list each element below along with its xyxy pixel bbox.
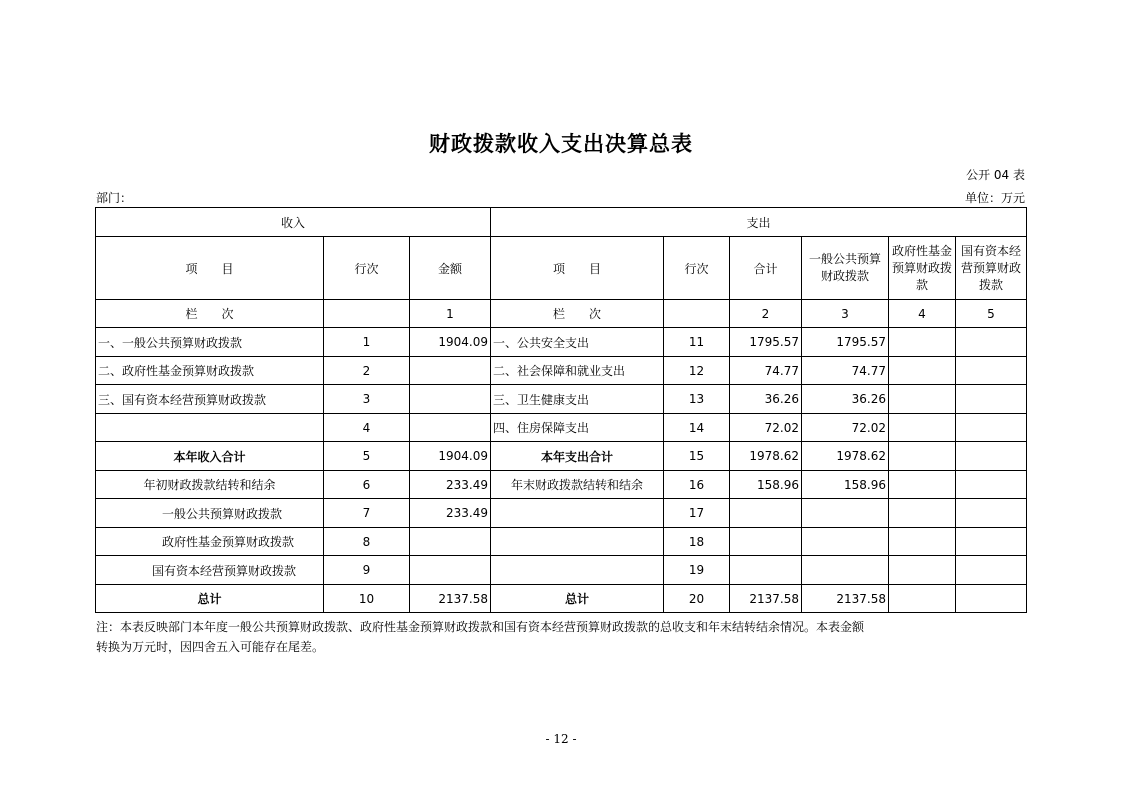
expense-general: 72.02 bbox=[802, 414, 889, 442]
income-amount: 233.49 bbox=[410, 499, 491, 528]
expense-total: 74.77 bbox=[730, 357, 802, 385]
income-item: 三、国有资本经营预算财政拨款 bbox=[96, 385, 324, 414]
income-amount: 1904.09 bbox=[410, 442, 491, 471]
expense-general: 1978.62 bbox=[802, 442, 889, 471]
expense-gov-fund bbox=[889, 328, 956, 357]
expense-row-no: 16 bbox=[664, 471, 730, 499]
expense-state-capital bbox=[956, 385, 1027, 414]
empty-cell bbox=[664, 300, 730, 328]
income-amount bbox=[410, 385, 491, 414]
expense-state-capital bbox=[956, 414, 1027, 442]
expense-row-no: 20 bbox=[664, 585, 730, 613]
column-number-2: 2 bbox=[730, 300, 802, 328]
income-amount bbox=[410, 528, 491, 556]
expense-row-no: 15 bbox=[664, 442, 730, 471]
expense-gov-fund bbox=[889, 528, 956, 556]
expense-general: 158.96 bbox=[802, 471, 889, 499]
expense-gov-fund bbox=[889, 556, 956, 585]
expense-general bbox=[802, 528, 889, 556]
expense-row-no: 13 bbox=[664, 385, 730, 414]
expense-state-capital bbox=[956, 528, 1027, 556]
table-row bbox=[96, 385, 1027, 414]
income-amount: 2137.58 bbox=[410, 585, 491, 613]
expense-item bbox=[491, 499, 664, 528]
expense-total: 1978.62 bbox=[730, 442, 802, 471]
income-item: 一、一般公共预算财政拨款 bbox=[96, 328, 324, 357]
expense-state-capital bbox=[956, 471, 1027, 499]
table-row bbox=[96, 471, 1027, 499]
table-note bbox=[96, 617, 996, 657]
expense-state-capital bbox=[956, 328, 1027, 357]
expense-gov-fund bbox=[889, 499, 956, 528]
income-amount: 1904.09 bbox=[410, 328, 491, 357]
group-header-row bbox=[96, 208, 1027, 237]
note-line-1: 注：本表反映部门本年度一般公共预算财政拨款、政府性基金预算财政拨款和国有资本经营预算财政拨款的总收支和年末结转结余情况。本表金额 bbox=[96, 620, 865, 634]
column-number-1: 1 bbox=[410, 300, 491, 328]
unit-label: 单位：万元 bbox=[964, 191, 1025, 205]
income-item: 总计 bbox=[96, 585, 324, 613]
column-number-4: 4 bbox=[889, 300, 956, 328]
general-budget-header: 一般公共预算财政拨款 bbox=[802, 237, 889, 300]
income-amount-header: 金额 bbox=[410, 237, 491, 300]
income-row-no: 5 bbox=[324, 442, 410, 471]
gov-fund-header: 政府性基金预算财政拨款 bbox=[889, 237, 956, 300]
expense-total: 1795.57 bbox=[730, 328, 802, 357]
department-label: 部门： bbox=[96, 191, 133, 205]
form-number: 公开 04 表 bbox=[966, 168, 1025, 182]
income-row-no: 10 bbox=[324, 585, 410, 613]
expense-gov-fund bbox=[889, 471, 956, 499]
income-row-no: 9 bbox=[324, 556, 410, 585]
income-row-no: 4 bbox=[324, 414, 410, 442]
column-number-5: 5 bbox=[956, 300, 1027, 328]
income-row-no: 8 bbox=[324, 528, 410, 556]
income-item: 年初财政拨款结转和结余 bbox=[96, 471, 324, 499]
income-item-header: 项 目 bbox=[96, 237, 324, 300]
expense-general: 2137.58 bbox=[802, 585, 889, 613]
expense-gov-fund bbox=[889, 385, 956, 414]
expense-item: 一、公共安全支出 bbox=[491, 328, 664, 357]
expense-general: 74.77 bbox=[802, 357, 889, 385]
expense-total bbox=[730, 528, 802, 556]
expense-row-no: 18 bbox=[664, 528, 730, 556]
income-item: 本年收入合计 bbox=[96, 442, 324, 471]
expense-row-no: 17 bbox=[664, 499, 730, 528]
expense-gov-fund bbox=[889, 442, 956, 471]
income-row-no: 6 bbox=[324, 471, 410, 499]
table-row bbox=[96, 528, 1027, 556]
expense-general bbox=[802, 556, 889, 585]
expense-item bbox=[491, 556, 664, 585]
expense-total: 36.26 bbox=[730, 385, 802, 414]
expense-header: 支出 bbox=[491, 208, 1027, 237]
income-amount bbox=[410, 357, 491, 385]
column-number-3: 3 bbox=[802, 300, 889, 328]
expense-state-capital bbox=[956, 556, 1027, 585]
expense-total: 158.96 bbox=[730, 471, 802, 499]
expense-item: 本年支出合计 bbox=[491, 442, 664, 471]
income-row-no: 7 bbox=[324, 499, 410, 528]
column-header-row bbox=[96, 237, 1027, 300]
income-item bbox=[96, 414, 324, 442]
state-capital-header: 国有资本经营预算财政拨款 bbox=[956, 237, 1027, 300]
income-row-no: 3 bbox=[324, 385, 410, 414]
expense-general: 1795.57 bbox=[802, 328, 889, 357]
expense-state-capital bbox=[956, 585, 1027, 613]
table-row bbox=[96, 556, 1027, 585]
expense-general bbox=[802, 499, 889, 528]
expense-row-no-header: 行次 bbox=[664, 237, 730, 300]
table-row bbox=[96, 499, 1027, 528]
column-label-expense: 栏 次 bbox=[491, 300, 664, 328]
income-row-no: 1 bbox=[324, 328, 410, 357]
expense-gov-fund bbox=[889, 414, 956, 442]
expense-item: 总计 bbox=[491, 585, 664, 613]
expense-item: 二、社会保障和就业支出 bbox=[491, 357, 664, 385]
expense-row-no: 11 bbox=[664, 328, 730, 357]
income-row-no-header: 行次 bbox=[324, 237, 410, 300]
note-line-2: 转换为万元时，因四舍五入可能存在尾差。 bbox=[96, 640, 325, 654]
expense-gov-fund bbox=[889, 585, 956, 613]
expense-item: 四、住房保障支出 bbox=[491, 414, 664, 442]
income-item: 二、政府性基金预算财政拨款 bbox=[96, 357, 324, 385]
fiscal-summary-table bbox=[95, 207, 1027, 613]
expense-row-no: 12 bbox=[664, 357, 730, 385]
column-number-row bbox=[96, 300, 1027, 328]
expense-state-capital bbox=[956, 357, 1027, 385]
total-header: 合计 bbox=[730, 237, 802, 300]
expense-state-capital bbox=[956, 442, 1027, 471]
table-row bbox=[96, 357, 1027, 385]
expense-general: 36.26 bbox=[802, 385, 889, 414]
subtotal-row bbox=[96, 442, 1027, 471]
expense-item: 年末财政拨款结转和结余 bbox=[491, 471, 664, 499]
income-row-no: 2 bbox=[324, 357, 410, 385]
expense-row-no: 14 bbox=[664, 414, 730, 442]
income-amount bbox=[410, 556, 491, 585]
expense-total: 2137.58 bbox=[730, 585, 802, 613]
page-title: 财政拨款收入支出决算总表 bbox=[429, 131, 693, 156]
income-item: 一般公共预算财政拨款 bbox=[96, 499, 324, 528]
expense-total: 72.02 bbox=[730, 414, 802, 442]
page-number: - 12 - bbox=[545, 732, 577, 746]
expense-state-capital bbox=[956, 499, 1027, 528]
grand-total-row bbox=[96, 585, 1027, 613]
expense-total bbox=[730, 556, 802, 585]
income-header: 收入 bbox=[96, 208, 491, 237]
expense-gov-fund bbox=[889, 357, 956, 385]
empty-cell bbox=[324, 300, 410, 328]
expense-item: 三、卫生健康支出 bbox=[491, 385, 664, 414]
expense-item-header: 项 目 bbox=[491, 237, 664, 300]
table-row bbox=[96, 328, 1027, 357]
expense-total bbox=[730, 499, 802, 528]
table-row bbox=[96, 414, 1027, 442]
column-label-income: 栏 次 bbox=[96, 300, 324, 328]
income-item: 国有资本经营预算财政拨款 bbox=[96, 556, 324, 585]
income-amount bbox=[410, 414, 491, 442]
income-amount: 233.49 bbox=[410, 471, 491, 499]
expense-item bbox=[491, 528, 664, 556]
expense-row-no: 19 bbox=[664, 556, 730, 585]
income-item: 政府性基金预算财政拨款 bbox=[96, 528, 324, 556]
